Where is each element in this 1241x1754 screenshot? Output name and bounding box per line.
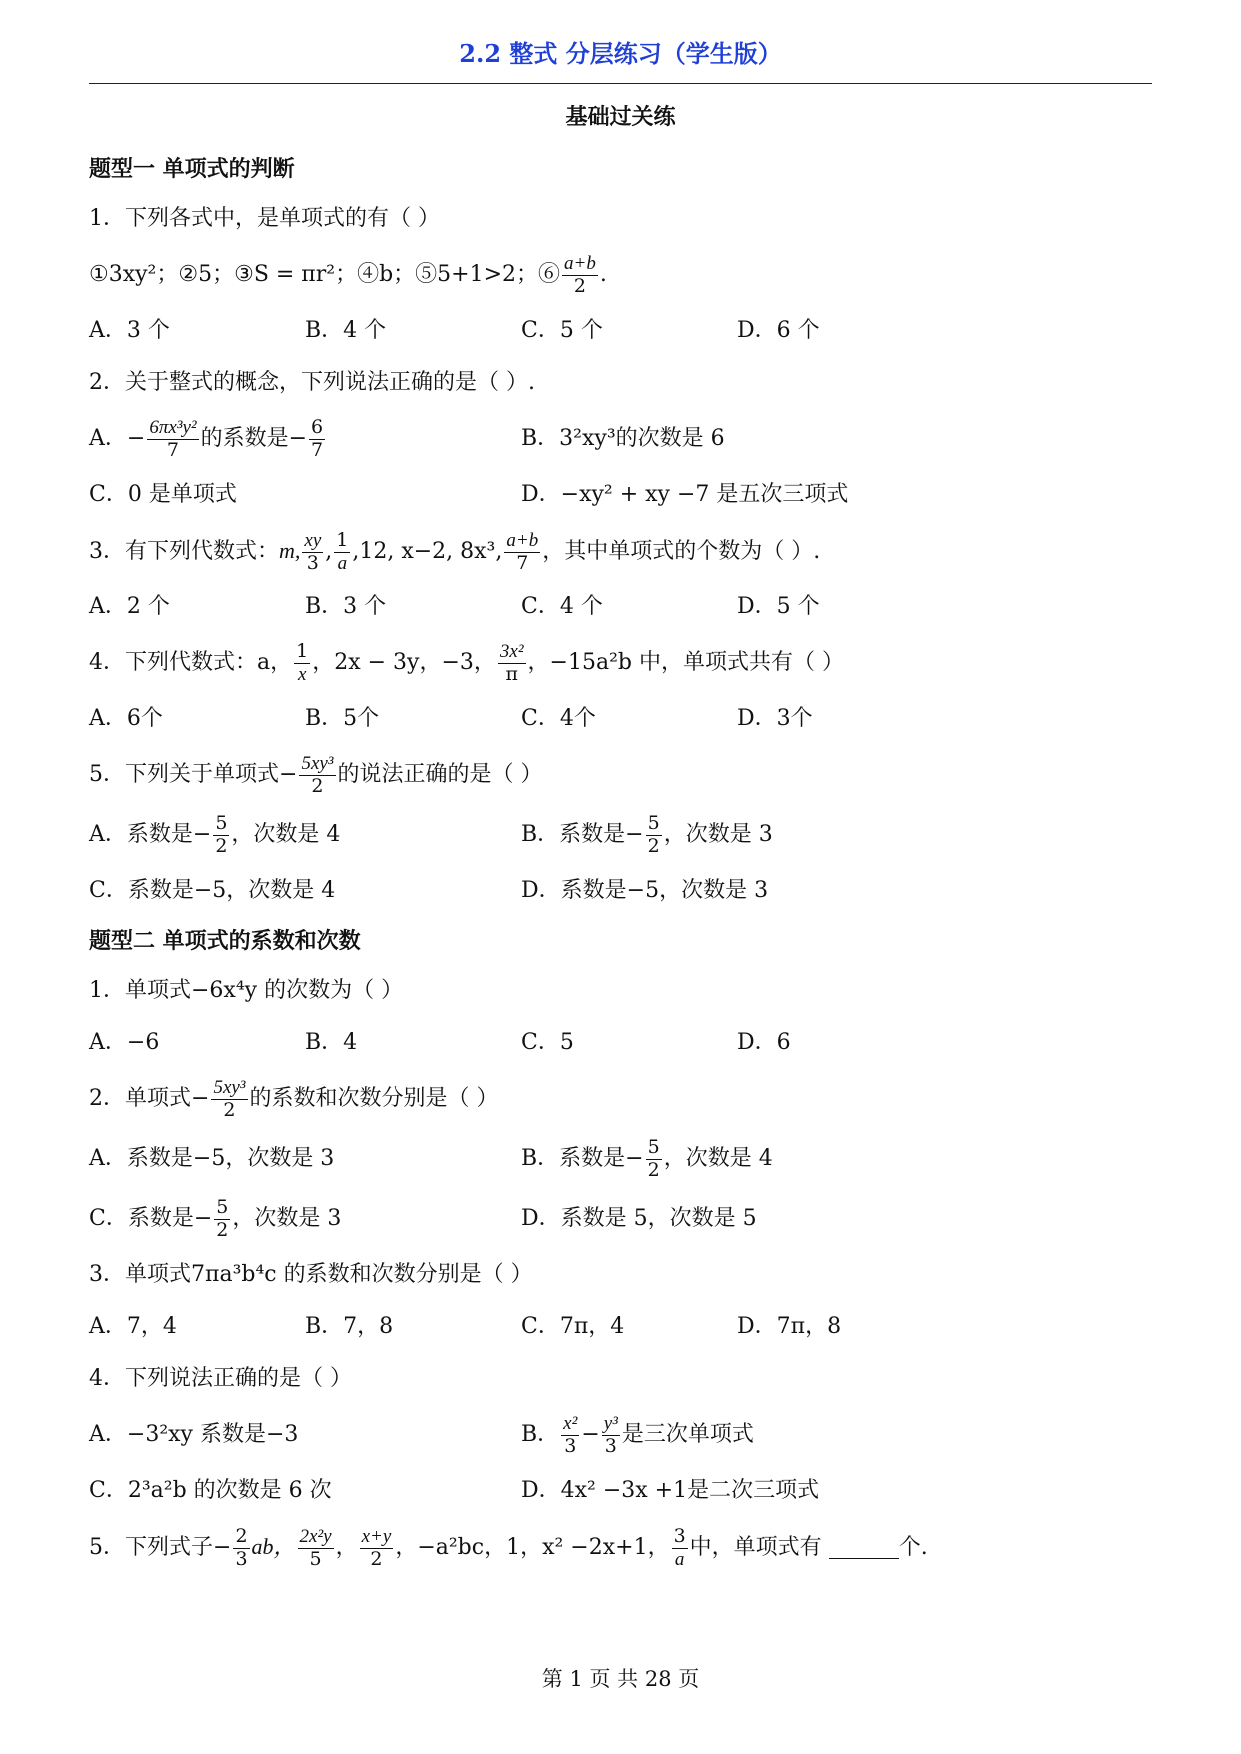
- fraction: [646, 811, 662, 857]
- stem-text: 的说法正确的是（ ）: [337, 762, 543, 787]
- option-a: A．3 个: [89, 318, 170, 343]
- option-text: 的系数是−: [200, 426, 308, 451]
- option-label: B．: [521, 1422, 560, 1447]
- denominator: 3: [306, 551, 319, 574]
- denominator: 7: [166, 438, 180, 461]
- option-text: ，次数是 4: [663, 1146, 773, 1171]
- expr: ，: [335, 1535, 358, 1560]
- numerator: y³: [603, 1412, 618, 1434]
- numerator: 1: [336, 528, 349, 551]
- denominator: 2: [215, 834, 228, 857]
- numerator: x²: [563, 1412, 578, 1434]
- question-2-2-stem: [89, 1069, 1149, 1129]
- question-2-2-options-cd: [89, 1189, 1149, 1249]
- fraction: [294, 639, 310, 685]
- option-b: B．3 个: [305, 594, 387, 619]
- option-text: ，次数是 4: [231, 822, 341, 847]
- fraction: [233, 1524, 249, 1570]
- option-label: A．: [89, 426, 127, 451]
- option-c: C．2³a²b 的次数是 6 次: [89, 1478, 332, 1503]
- option-a: A．系数是−5，次数是 3: [89, 1146, 335, 1171]
- question-2-3-stem: 3．单项式7πa³b⁴c 的系数和次数分别是（ ）: [89, 1262, 533, 1287]
- stem-text: 的系数和次数分别是（ ）: [249, 1086, 499, 1111]
- question-1-5-options-cd: [89, 865, 1149, 917]
- question-1-4-options: [89, 693, 1149, 745]
- expr: m,: [279, 538, 301, 563]
- numerator: 3: [673, 1524, 686, 1547]
- fraction: [646, 1135, 662, 1181]
- question-1-1-options: [89, 305, 1149, 357]
- numerator: a+b: [564, 252, 596, 274]
- option-a: A．6个: [89, 706, 163, 731]
- option-b: B．7，8: [305, 1314, 394, 1339]
- numerator: 5: [647, 1135, 660, 1158]
- numerator: 3x²: [499, 640, 524, 662]
- denominator: x: [297, 663, 307, 685]
- answer-blank[interactable]: [829, 1538, 899, 1559]
- fraction: [360, 1527, 394, 1570]
- denominator: 2: [223, 1098, 236, 1121]
- numerator: xy: [304, 529, 322, 551]
- option-text: 是三次单项式: [621, 1422, 754, 1447]
- expr: ，−a²bc，1，x² −2x+1，: [395, 1535, 670, 1560]
- option-b: B．4 个: [305, 318, 387, 343]
- fraction: [147, 418, 198, 461]
- option-b: [521, 805, 953, 865]
- question-1-2-options-cd: [89, 469, 1149, 521]
- numerator: 5: [215, 811, 228, 834]
- denominator: a: [674, 1548, 685, 1570]
- denominator: 2: [573, 274, 586, 297]
- option-a: A．2 个: [89, 594, 170, 619]
- numerator: 5xy³: [301, 752, 334, 774]
- option-b: B．5个: [305, 706, 380, 731]
- stem-text: 4．下列代数式：a，: [89, 650, 293, 675]
- fraction: [302, 531, 323, 574]
- option-text: ，次数是 3: [663, 822, 773, 847]
- numerator: 6: [311, 415, 324, 438]
- question-1-5-options-ab: [89, 805, 1149, 865]
- page-title: 2.2 整式 分层练习（学生版）: [459, 39, 782, 68]
- stem-text: 中，单项式有: [689, 1535, 822, 1560]
- numerator: 6πx³y²: [149, 416, 197, 438]
- question-1-2-options-ab: [89, 409, 1149, 469]
- denominator: 3: [604, 1434, 617, 1457]
- option-d: D．7π，8: [737, 1314, 842, 1339]
- option-text: B．系数是−: [521, 822, 644, 847]
- stem-text: ，−15a²b 中，单项式共有（ ）: [527, 650, 844, 675]
- denominator: π: [505, 662, 518, 685]
- question-2-1-stem: 1．单项式−6x⁴y 的次数为（ ）: [89, 978, 404, 1003]
- option-c: C．系数是−5，次数是 4: [89, 878, 336, 903]
- option-b: [521, 1129, 953, 1189]
- question-2-4-stem: 4．下列说法正确的是（ ）: [89, 1366, 352, 1391]
- denominator: 2: [647, 1158, 660, 1181]
- numerator: 5xy³: [213, 1076, 246, 1098]
- fraction: [562, 254, 598, 297]
- option-a: [89, 409, 521, 469]
- denominator: 5: [309, 1547, 322, 1570]
- question-1-2-stem: 2．关于整式的概念，下列说法正确的是（ ）.: [89, 370, 535, 395]
- denominator: 2: [370, 1547, 383, 1570]
- fraction: [211, 1078, 247, 1121]
- fraction: [561, 1414, 579, 1457]
- fraction: [602, 1414, 620, 1457]
- stem-text: 5．下列关于单项式−: [89, 762, 298, 787]
- section-heading: 基础过关练: [565, 104, 676, 130]
- option-a: A．7，4: [89, 1314, 177, 1339]
- denominator: 7: [311, 438, 324, 461]
- question-2-4-options-cd: [89, 1465, 1149, 1517]
- denominator: 3: [235, 1547, 248, 1570]
- option-d: D．系数是−5，次数是 3: [521, 878, 769, 903]
- stem-text: 5．下列式子−: [89, 1535, 232, 1560]
- option-c: C．4 个: [521, 594, 603, 619]
- numerator: 5: [216, 1195, 229, 1218]
- denominator: 2: [216, 1218, 229, 1241]
- fraction: [504, 531, 540, 574]
- option-d: D．6: [737, 1030, 791, 1055]
- stem-text: 3．有下列代数式：: [89, 539, 279, 564]
- option-text: ，次数是 3: [232, 1206, 342, 1231]
- stem-text: ，其中单项式的个数为（ ）.: [542, 539, 821, 564]
- option-b: [521, 1405, 953, 1465]
- question-1-3-stem: 3．有下列代数式：m, $\frac{xy}{3}$ , $\frac{1}{a}$ ,12, x−2, 8x³, $\frac{a+b}{7}$ ，其中单项式的个数为（ ）.: [89, 528, 821, 574]
- denominator: a: [337, 552, 348, 574]
- option-text: B．系数是−: [521, 1146, 644, 1171]
- numerator: 5: [647, 811, 660, 834]
- expr: ，2x − 3y，−3，: [312, 650, 496, 675]
- option-b: B．3²xy³的次数是 6: [521, 426, 725, 451]
- numerator: a+b: [506, 529, 539, 551]
- question-2-5-stem: [89, 1517, 1149, 1577]
- sign: −: [126, 426, 146, 451]
- question-1-4-stem: [89, 633, 1149, 693]
- content: [89, 145, 1149, 1577]
- option-c: C．5 个: [521, 318, 603, 343]
- question-2-1-options: [89, 1017, 1149, 1069]
- fraction: [214, 1195, 230, 1241]
- option-a: A．−3²xy 系数是−3: [89, 1422, 299, 1447]
- denominator: 2: [647, 834, 660, 857]
- fraction: [309, 415, 325, 461]
- fraction: [672, 1524, 688, 1570]
- option-text: A．系数是−: [89, 822, 212, 847]
- question-2-4-options-ab: [89, 1405, 1149, 1465]
- numerator: 1: [296, 639, 309, 662]
- operator: −: [581, 1422, 600, 1447]
- numerator: 2x²y: [299, 1525, 332, 1547]
- items-suffix: .: [599, 262, 607, 287]
- denominator: 3: [564, 1434, 577, 1457]
- option-c: C．0 是单项式: [89, 482, 237, 507]
- page-footer: 第 1 页 共 28 页: [541, 1667, 700, 1691]
- option-c: C．7π，4: [521, 1314, 625, 1339]
- option-d: D．−xy² + xy −7 是五次三项式: [521, 482, 849, 507]
- type1-heading: 题型一 单项式的判断: [89, 156, 295, 182]
- stem-tail: 个.: [898, 1535, 928, 1560]
- expr: ab，: [251, 1534, 296, 1559]
- expr: ,12, x−2, 8x³,: [352, 539, 503, 564]
- option-d: D．系数是 5，次数是 5: [521, 1206, 757, 1231]
- question-2-3-options: [89, 1301, 1149, 1353]
- fraction: [213, 811, 229, 857]
- option-b: B．4: [305, 1030, 358, 1055]
- option-c: C．4个: [521, 706, 596, 731]
- numerator: 2: [235, 1524, 248, 1547]
- question-1-1-items: [89, 245, 1149, 305]
- type2-heading: 题型二 单项式的系数和次数: [89, 928, 361, 954]
- option-d: D．3个: [737, 706, 813, 731]
- option-c: [89, 1189, 521, 1249]
- fraction: [498, 642, 526, 685]
- option-d: D．5 个: [737, 594, 820, 619]
- option-c: C．5: [521, 1030, 574, 1055]
- question-1-3-options: [89, 581, 1149, 633]
- stem-text: 2．单项式−: [89, 1086, 210, 1111]
- items-text: ①3xy²；②5；③S = πr²；④b；⑤5+1>2；⑥: [89, 262, 561, 287]
- question-2-2-options-ab: [89, 1129, 1149, 1189]
- option-d: D．6 个: [737, 318, 820, 343]
- denominator: 7: [516, 551, 529, 574]
- option-a: A．−6: [89, 1030, 160, 1055]
- option-d: D．4x² −3x +1是二次三项式: [521, 1478, 820, 1503]
- fraction: [334, 528, 350, 574]
- option-a: [89, 805, 521, 865]
- fraction: [298, 1527, 334, 1570]
- fraction: [299, 754, 335, 797]
- numerator: x+y: [361, 1525, 392, 1547]
- denominator: 2: [311, 774, 324, 797]
- option-text: C．系数是−: [89, 1206, 213, 1231]
- question-1-5-stem: [89, 745, 1149, 805]
- header-rule: [89, 83, 1152, 84]
- question-1-1-stem: 1．下列各式中，是单项式的有（ ）: [89, 206, 440, 231]
